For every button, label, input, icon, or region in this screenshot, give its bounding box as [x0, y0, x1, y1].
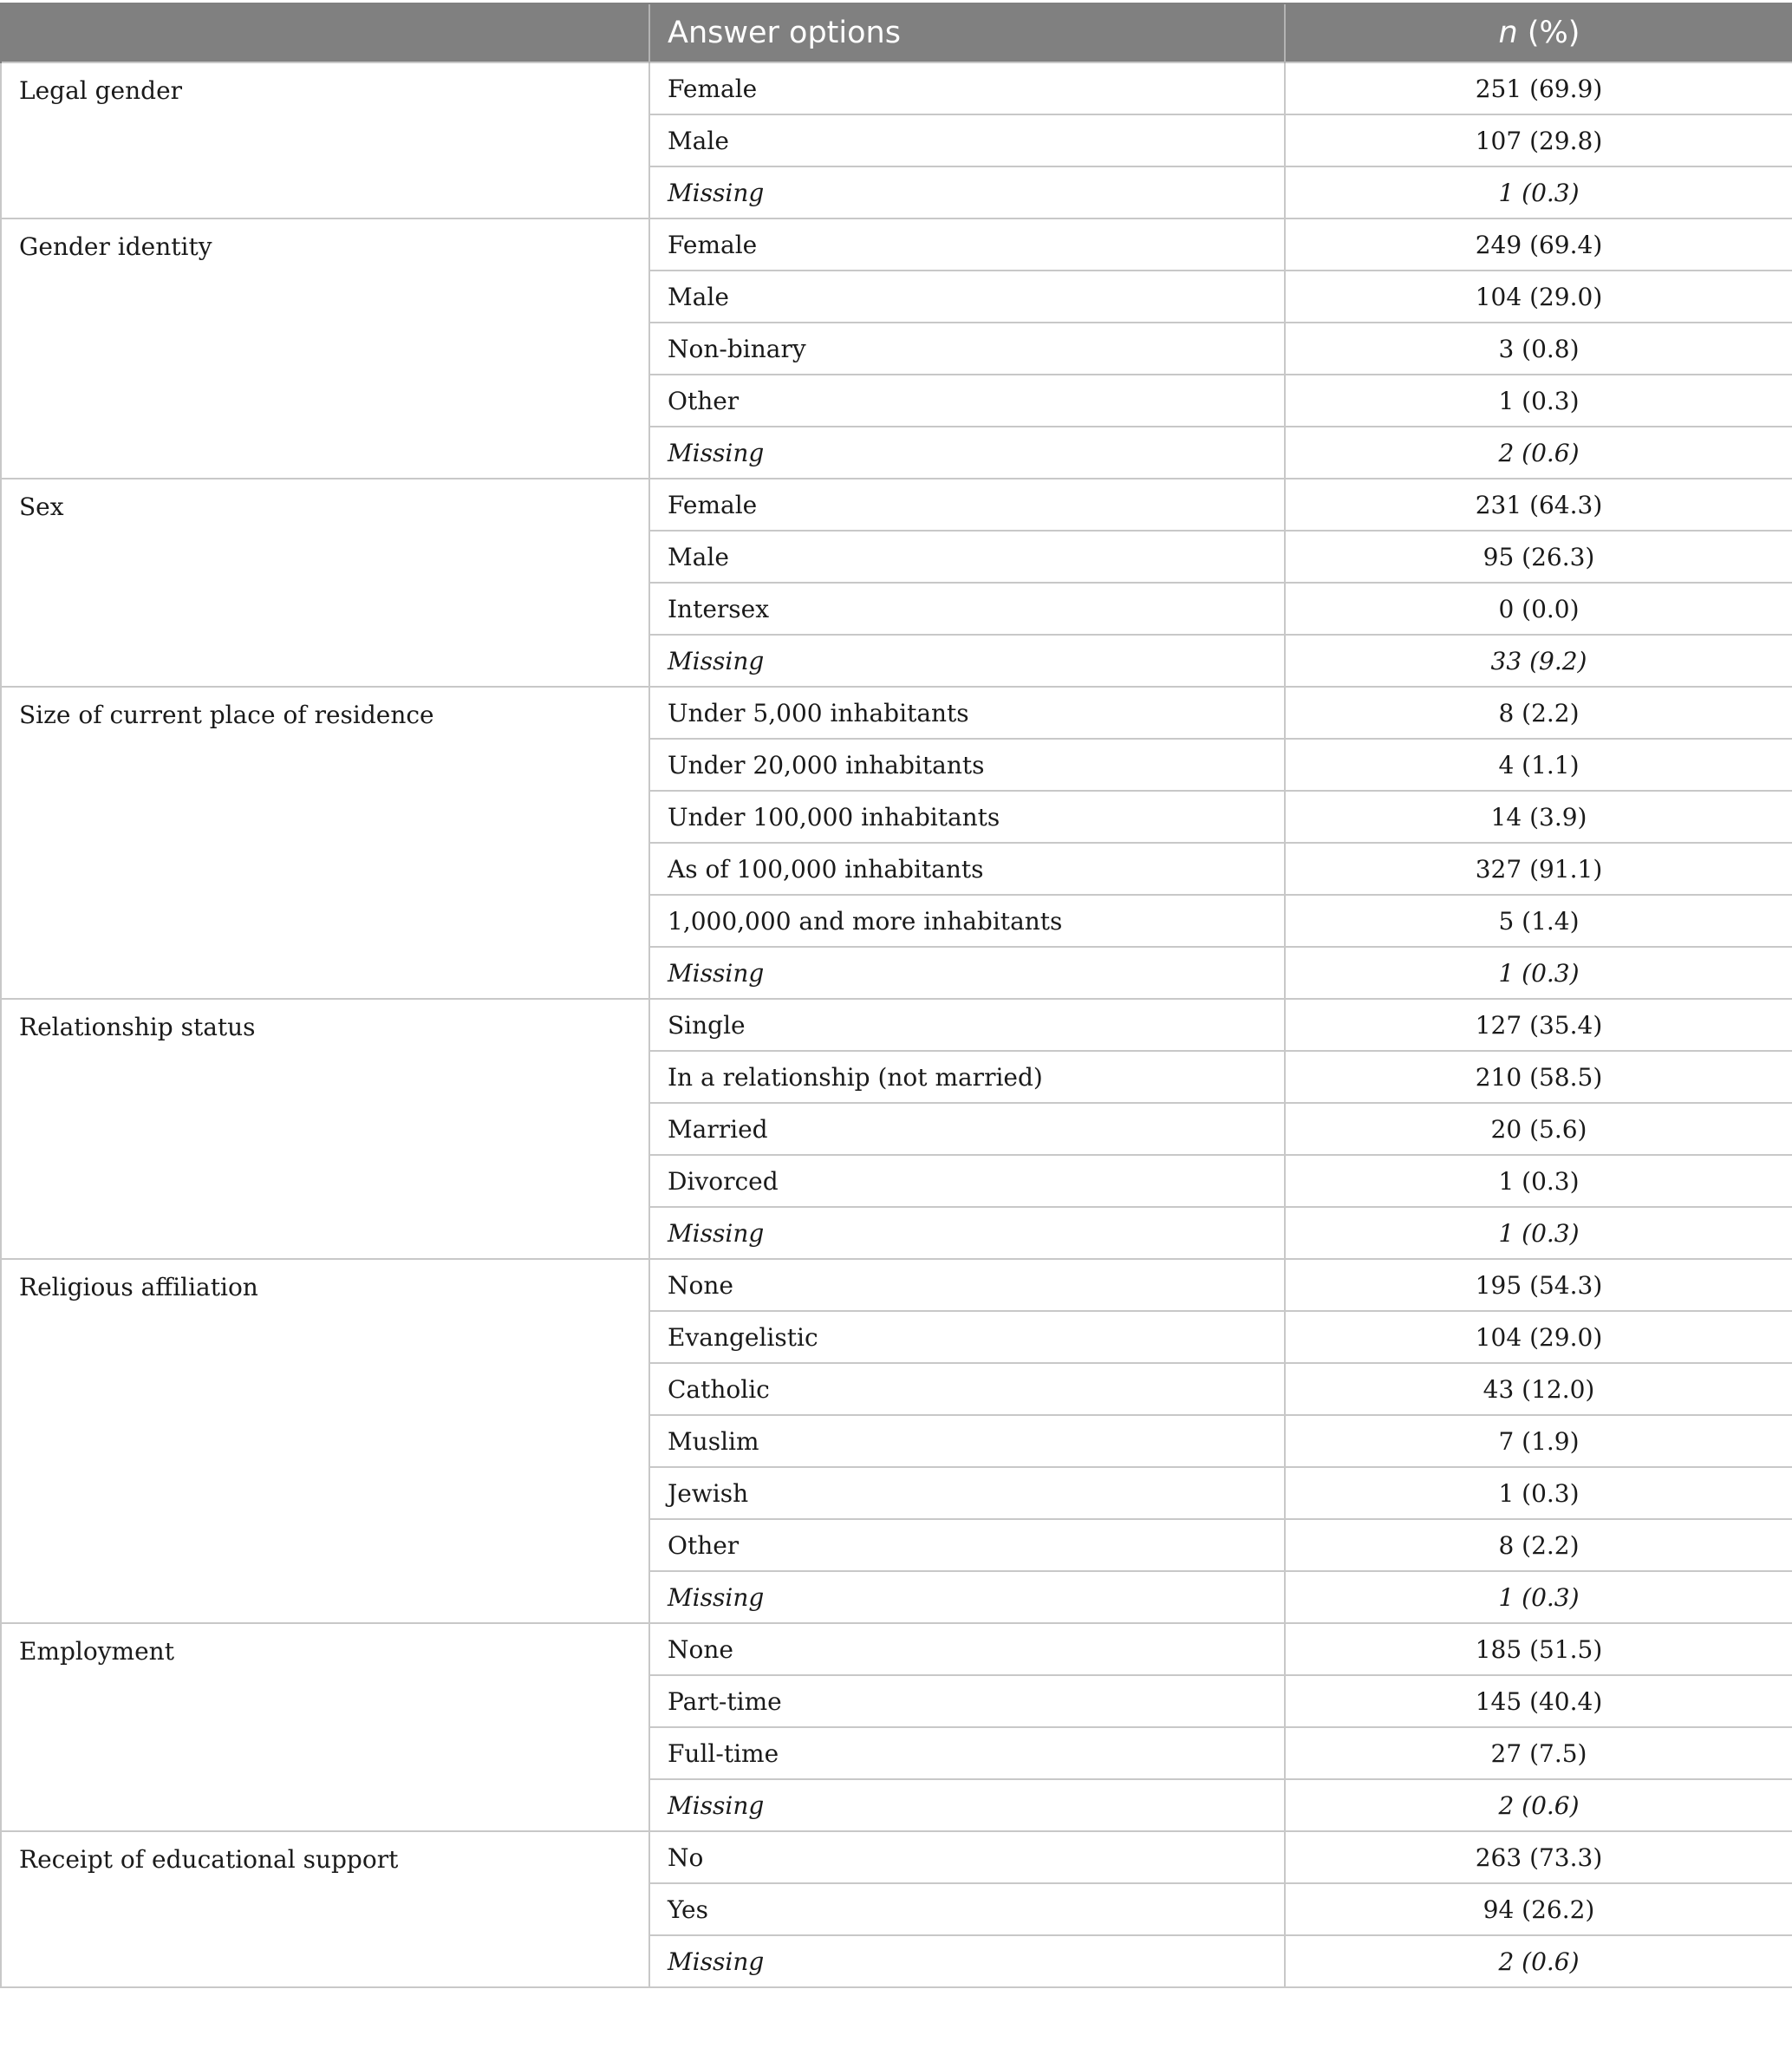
count-percent: 185 (51.5) — [1285, 1623, 1792, 1675]
answer-option: Missing — [649, 947, 1285, 999]
answer-option: Under 20,000 inhabitants — [649, 739, 1285, 791]
table-row — [1, 1831, 1792, 1883]
count-percent: 8 (2.2) — [1285, 1519, 1792, 1571]
demographics-table — [0, 3, 1792, 1988]
count-percent: 249 (69.4) — [1285, 218, 1792, 271]
answer-option: Muslim — [649, 1415, 1285, 1467]
answer-option: As of 100,000 inhabitants — [649, 843, 1285, 895]
count-percent: 251 (69.9) — [1285, 62, 1792, 114]
count-percent: 27 (7.5) — [1285, 1727, 1792, 1779]
header-row — [1, 3, 1792, 62]
count-percent: 1 (0.3) — [1285, 1467, 1792, 1519]
header-answer-options: Answer options — [649, 3, 1285, 62]
count-percent: 107 (29.8) — [1285, 114, 1792, 166]
answer-option: Yes — [649, 1883, 1285, 1935]
count-percent: 1 (0.3) — [1285, 1207, 1792, 1259]
answer-option: Missing — [649, 1207, 1285, 1259]
answer-option: None — [649, 1623, 1285, 1675]
count-percent: 1 (0.3) — [1285, 166, 1792, 218]
count-percent: 3 (0.8) — [1285, 323, 1792, 375]
count-percent: 210 (58.5) — [1285, 1051, 1792, 1103]
count-percent: 1 (0.3) — [1285, 375, 1792, 427]
answer-option: Male — [649, 531, 1285, 583]
variable-label: Relationship status — [1, 999, 649, 1259]
count-percent: 1 (0.3) — [1285, 947, 1792, 999]
answer-option: Jewish — [649, 1467, 1285, 1519]
variable-label: Receipt of educational support — [1, 1831, 649, 1987]
count-percent: 145 (40.4) — [1285, 1675, 1792, 1727]
count-percent: 2 (0.6) — [1285, 1935, 1792, 1987]
table-row — [1, 1623, 1792, 1675]
answer-option: In a relationship (not married) — [649, 1051, 1285, 1103]
count-percent: 20 (5.6) — [1285, 1103, 1792, 1155]
table-header — [1, 3, 1792, 62]
answer-option: None — [649, 1259, 1285, 1311]
answer-option: Under 100,000 inhabitants — [649, 791, 1285, 843]
variable-label: Gender identity — [1, 218, 649, 479]
table-row — [1, 62, 1792, 114]
header-variable — [1, 3, 649, 62]
answer-option: Married — [649, 1103, 1285, 1155]
count-percent: 2 (0.6) — [1285, 427, 1792, 479]
count-percent: 2 (0.6) — [1285, 1779, 1792, 1831]
variable-label: Size of current place of residence — [1, 687, 649, 999]
answer-option: Female — [649, 62, 1285, 114]
count-percent: 263 (73.3) — [1285, 1831, 1792, 1883]
header-percent: (%) — [1517, 16, 1580, 50]
answer-option: Missing — [649, 635, 1285, 687]
answer-option: Male — [649, 271, 1285, 323]
table-row — [1, 999, 1792, 1051]
count-percent: 7 (1.9) — [1285, 1415, 1792, 1467]
count-percent: 0 (0.0) — [1285, 583, 1792, 635]
answer-option: Other — [649, 1519, 1285, 1571]
answer-option: Female — [649, 479, 1285, 531]
answer-option: 1,000,000 and more inhabitants — [649, 895, 1285, 947]
count-percent: 104 (29.0) — [1285, 1311, 1792, 1363]
answer-option: Divorced — [649, 1155, 1285, 1207]
demographics-table-container — [0, 3, 1792, 1988]
answer-option: Missing — [649, 427, 1285, 479]
answer-option: Male — [649, 114, 1285, 166]
count-percent: 5 (1.4) — [1285, 895, 1792, 947]
answer-option: No — [649, 1831, 1285, 1883]
table-row — [1, 687, 1792, 739]
table-row — [1, 1259, 1792, 1311]
answer-option: Part-time — [649, 1675, 1285, 1727]
count-percent: 1 (0.3) — [1285, 1155, 1792, 1207]
count-percent: 231 (64.3) — [1285, 479, 1792, 531]
count-percent: 4 (1.1) — [1285, 739, 1792, 791]
count-percent: 195 (54.3) — [1285, 1259, 1792, 1311]
count-percent: 104 (29.0) — [1285, 271, 1792, 323]
answer-option: Intersex — [649, 583, 1285, 635]
count-percent: 14 (3.9) — [1285, 791, 1792, 843]
answer-option: Full-time — [649, 1727, 1285, 1779]
variable-label: Legal gender — [1, 62, 649, 218]
answer-option: Evangelistic — [649, 1311, 1285, 1363]
answer-option: Missing — [649, 1935, 1285, 1987]
variable-label: Religious affiliation — [1, 1259, 649, 1623]
count-percent: 94 (26.2) — [1285, 1883, 1792, 1935]
answer-option: Catholic — [649, 1363, 1285, 1415]
header-n-percent — [1285, 3, 1792, 62]
table-row — [1, 479, 1792, 531]
answer-option: Single — [649, 999, 1285, 1051]
count-percent: 8 (2.2) — [1285, 687, 1792, 739]
count-percent: 127 (35.4) — [1285, 999, 1792, 1051]
variable-label: Employment — [1, 1623, 649, 1831]
header-n-italic: n — [1498, 16, 1518, 50]
table-row — [1, 218, 1792, 271]
answer-option: Non-binary — [649, 323, 1285, 375]
count-percent: 327 (91.1) — [1285, 843, 1792, 895]
variable-label: Sex — [1, 479, 649, 687]
answer-option: Female — [649, 218, 1285, 271]
answer-option: Missing — [649, 166, 1285, 218]
table-body — [1, 62, 1792, 1987]
count-percent: 1 (0.3) — [1285, 1571, 1792, 1623]
count-percent: 43 (12.0) — [1285, 1363, 1792, 1415]
count-percent: 95 (26.3) — [1285, 531, 1792, 583]
answer-option: Missing — [649, 1779, 1285, 1831]
answer-option: Other — [649, 375, 1285, 427]
answer-option: Missing — [649, 1571, 1285, 1623]
count-percent: 33 (9.2) — [1285, 635, 1792, 687]
answer-option: Under 5,000 inhabitants — [649, 687, 1285, 739]
